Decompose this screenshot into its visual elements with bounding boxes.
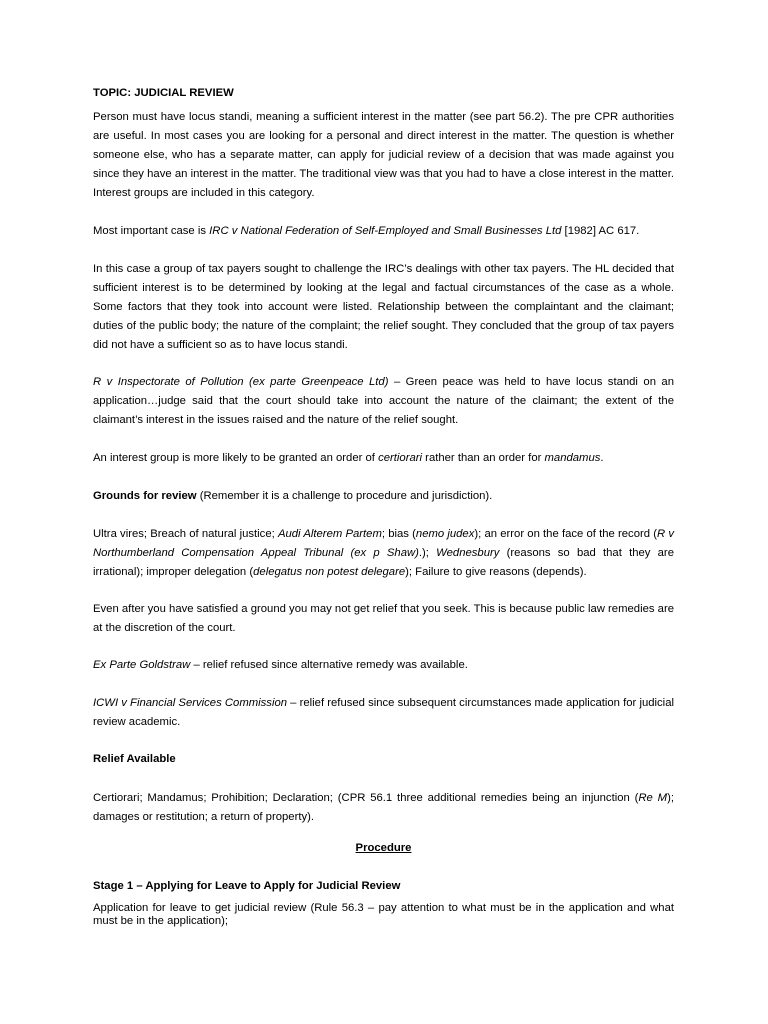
relief-heading: [93, 750, 674, 769]
text-run: Certiorari; Mandamus; Prohibition; Declaration; (CPR 56.1 three additional remedies being an injunction (: [93, 792, 639, 804]
text-run: .: [600, 452, 604, 464]
relief-heading-text: Relief Available: [93, 753, 176, 765]
paragraph-greenpeace: [93, 373, 674, 430]
paragraph-stage1: Application for leave to get judicial review (Rule 56.3 – pay attention to what must be in the application and what must be in the application);: [93, 902, 674, 927]
term-certiorari: certiorari: [378, 452, 423, 464]
text-run: ); Failure to give reasons (depends).: [405, 566, 587, 578]
case-name-northumberland: R v Northumberland Compensation Appeal Tribunal (ex p Shaw): [93, 528, 675, 559]
paragraph-relief-list: [93, 789, 674, 827]
text-run: rather than an order for: [422, 452, 545, 464]
text-run: Most important case is: [93, 225, 210, 237]
grounds-for-review: [93, 487, 674, 506]
paragraph-icwi: [93, 694, 674, 732]
grounds-heading: Grounds for review: [93, 490, 197, 502]
text-run: – relief refused since subsequent circumstances made application for judicial review academic.: [93, 697, 674, 728]
procedure-heading-text: Procedure: [355, 842, 412, 854]
stage1-heading-text: Stage 1 – Applying for Leave to Apply for Judicial Review: [93, 880, 401, 892]
paragraph-locus-standi: Person must have locus standi, meaning a sufficient interest in the matter (see part 56.2). The pre CPR authorities are useful. In most cases you are looking for a personal and direct interest in the matter. The question is whether someone else, who has a separate matter, can apply for judicial review of a decision that was made against you since they have an interest in the matter. The traditional view was that you had to have a close interest in the matter. Interest groups are included in this category.: [93, 111, 674, 199]
topic-heading: [93, 84, 674, 103]
case-name-greenpeace: R v Inspectorate of Pollution (ex parte Greenpeace Ltd): [93, 376, 389, 388]
text-run: – relief refused since alternative remedy was available.: [190, 659, 468, 671]
paragraph-grounds-list: [93, 525, 674, 582]
case-name-goldstraw: Ex Parte Goldstraw: [93, 659, 191, 671]
term-nemo-judex: nemo judex: [415, 528, 475, 540]
procedure-heading: [93, 839, 674, 858]
text-run: An interest group is more likely to be granted an order of: [93, 452, 379, 464]
paragraph-discretion: Even after you have satisfied a ground you may not get relief that you seek. This is because public law remedies are at the discretion of the court.: [93, 603, 674, 634]
text-run: (Remember it is a challenge to procedure and jurisdiction).: [196, 490, 493, 502]
paragraph-important-case: [93, 222, 674, 241]
case-name-irc: IRC v National Federation of Self-Employed and Small Businesses Ltd: [209, 225, 562, 237]
text-run: Ultra vires; Breach of natural justice;: [93, 528, 278, 540]
text-run: [1982] AC 617.: [561, 225, 640, 237]
case-name-icwi: ICWI v Financial Services Commission: [93, 697, 288, 709]
term-wednesbury: Wednesbury: [436, 547, 500, 559]
paragraph-goldstraw: [93, 656, 674, 675]
text-run: ); an error on the face of the record (: [474, 528, 657, 540]
text-run: ; bias (: [381, 528, 416, 540]
paragraph-irc-case: In this case a group of tax payers sought to challenge the IRC’s dealings with other tax payers. The HL decided that sufficient interest is to be determined by looking at the legal and factual circumstances of the case as a whole. Some factors that they took into account were listed. Relationship between the complaintant and the claimant; duties of the public body; the nature of the complaint; the relief sought. They concluded that the group of tax payers did not have a sufficient so as to have locus standi.: [93, 263, 674, 351]
case-name-re-m: Re M: [638, 792, 668, 804]
text-run: .);: [418, 547, 437, 559]
term-delegatus: delegatus non potest delegare: [253, 566, 406, 578]
text-run: ); damages or restitution; a return of property).: [93, 792, 674, 823]
topic-heading-text: TOPIC: JUDICIAL REVIEW: [93, 87, 234, 99]
term-mandamus: mandamus: [544, 452, 601, 464]
text-run: (reasons so bad that they are irrational); improper delegation (: [93, 547, 674, 578]
text-run: – Green peace was held to have locus standi on an application…judge said that the court should take into account the nature of the claimant; the extent of the claimant’s interest in the issues raised and the nature of the relief sought.: [93, 376, 674, 426]
stage1-heading: [93, 877, 674, 896]
term-audi-alterem: Audi Alterem Partem: [277, 528, 382, 540]
paragraph-interest-group: [93, 449, 674, 468]
